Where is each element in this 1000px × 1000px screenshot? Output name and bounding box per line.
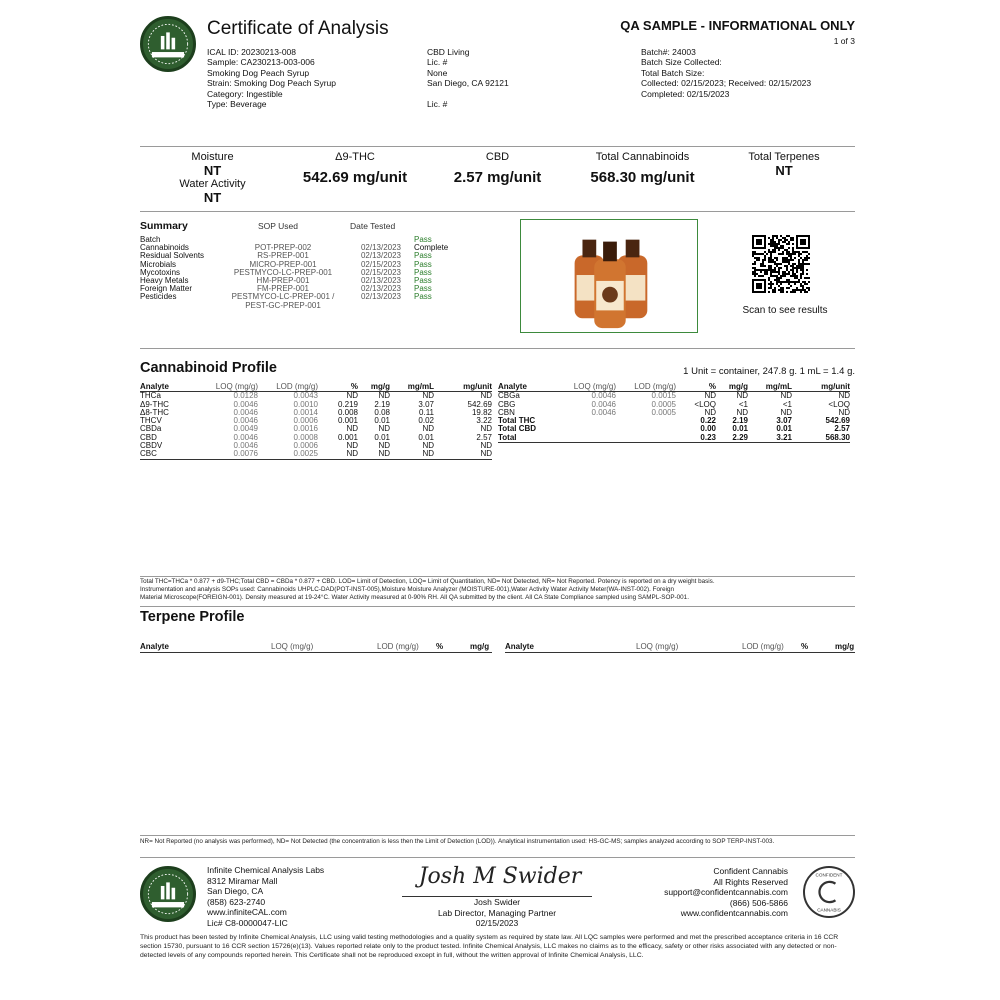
lod-cell: 0.0025 bbox=[293, 449, 318, 459]
col-lod: LOD (mg/g) bbox=[616, 383, 676, 392]
lab-contact bbox=[207, 865, 324, 929]
batch-info-line: Total Batch Size: bbox=[641, 67, 705, 78]
qa-sample-label: QA SAMPLE - INFORMATIONAL ONLY bbox=[620, 18, 855, 33]
mg-unit-cell: ND bbox=[480, 391, 492, 401]
cannabinoid-table-right bbox=[498, 383, 850, 443]
analyte-cell: CBC bbox=[140, 449, 157, 459]
signatory-date: 02/15/2023 bbox=[475, 918, 519, 929]
summary-row bbox=[140, 302, 474, 310]
col-mg-g: mg/g bbox=[716, 383, 748, 392]
col-mg-unit: mg/unit bbox=[434, 383, 492, 392]
mg-g-cell: ND bbox=[378, 391, 390, 401]
mg-ml-cell: <1 bbox=[782, 399, 792, 409]
percent-cell: ND bbox=[346, 449, 358, 459]
mg-g-cell: 2.29 bbox=[732, 432, 748, 442]
product-photo bbox=[520, 219, 698, 333]
note-line: Material Microscope(FOREIGN-001). Density measured at 19-24°C. Water Activity measured at 0-90% RH. All QA submitted by the client. All CA State Compliance sampled using SAMPL-SOP-001. bbox=[140, 594, 689, 602]
client-info bbox=[427, 47, 509, 109]
terpene-header-right bbox=[505, 642, 857, 652]
percent-cell: 0.23 bbox=[700, 432, 716, 442]
percent-cell: 0.00 bbox=[700, 424, 716, 434]
percent-cell: 0.219 bbox=[337, 399, 358, 409]
lab-line: www.infiniteCAL.com bbox=[207, 907, 287, 918]
table-row bbox=[498, 425, 850, 433]
signatory-name: Josh Swider bbox=[473, 897, 521, 907]
mg-ml-cell: 0.01 bbox=[776, 424, 792, 434]
col-loq: LOQ (mg/g) bbox=[556, 383, 616, 392]
lab-line: Lic# C8-0000047-LIC bbox=[207, 917, 288, 928]
percent-cell: 0.001 bbox=[337, 416, 358, 426]
disclaimer: This product has been tested by Infinite Chemical Analysis, LLC using valid testing methodologies and a quality system as required by state law. All LQC samples were performed and met the prescribed acceptance criteria in 16 CCR section 15730, pursuant to 16 CCR section 15726(e)(13). Values reported relate only to the product tested. Infinite Chemical Analysis, LLC makes no claims as to the efficacy, safety or other risks associated with any detected or non-detected levels of any compounds reported herein. This Certificate shall not be reproduced except in full, without the written approval of Infinite Chemical Analysis, LLC. bbox=[140, 934, 839, 959]
summary-result: Complete bbox=[414, 243, 449, 253]
mg-ml-cell: 0.01 bbox=[418, 432, 434, 442]
percent-cell: ND bbox=[346, 441, 358, 451]
mg-unit-cell: 542.69 bbox=[467, 399, 492, 409]
mg-unit-cell: ND bbox=[838, 391, 850, 401]
summary-sop: PEST-GC-PREP-001 bbox=[245, 300, 321, 310]
confident-cannabis-logo bbox=[803, 866, 855, 918]
summary-test: Residual Solvents bbox=[140, 251, 205, 261]
mg-unit-cell: 19.82 bbox=[471, 407, 492, 417]
mg-unit-cell: 3.22 bbox=[476, 416, 492, 426]
summary-result: Pass bbox=[414, 284, 432, 294]
lod-cell bbox=[616, 425, 676, 433]
thc-value: 542.69 mg/unit bbox=[302, 169, 408, 186]
batch-info-line: Batch Size Collected: bbox=[641, 57, 722, 68]
summary-result: Pass bbox=[414, 259, 432, 269]
col-mg-g: mg/g bbox=[470, 642, 490, 651]
lod-cell: 0.0014 bbox=[293, 407, 318, 417]
client-info-line: None bbox=[427, 67, 448, 78]
mg-ml-cell: 0.02 bbox=[418, 416, 434, 426]
col-percent: % bbox=[801, 642, 809, 651]
mg-unit-cell: 542.69 bbox=[825, 416, 850, 426]
mg-g-cell: <1 bbox=[738, 399, 748, 409]
summary-test: Heavy Metals bbox=[140, 276, 189, 286]
summary-sop: FM-PREP-001 bbox=[256, 284, 309, 294]
signatory-role: Lab Director, Managing Partner bbox=[437, 907, 557, 918]
col-percent: % bbox=[436, 642, 444, 651]
lod-cell bbox=[616, 417, 676, 425]
lod-cell: 0.0016 bbox=[293, 424, 318, 434]
client-info-line: Lic. # bbox=[427, 57, 448, 68]
product-bottles-image bbox=[521, 220, 697, 332]
col-analyte: Analyte bbox=[140, 383, 198, 392]
mg-g-cell: 0.08 bbox=[374, 407, 390, 417]
summary-date: 02/15/2023 bbox=[360, 259, 402, 269]
batch-info-line: Completed: 02/15/2023 bbox=[641, 88, 730, 99]
terpene-header-left bbox=[140, 642, 492, 652]
moisture-value: NT bbox=[203, 163, 222, 178]
analyte-cell: THCa bbox=[140, 391, 161, 401]
lod-cell: 0.0015 bbox=[651, 391, 676, 401]
summary-date: 02/13/2023 bbox=[360, 251, 402, 261]
document-title: Certificate of Analysis bbox=[207, 18, 389, 39]
divider bbox=[140, 652, 492, 653]
mg-g-cell: 0.01 bbox=[732, 424, 748, 434]
summary-date: 02/13/2023 bbox=[360, 284, 402, 294]
summary-date: 02/13/2023 bbox=[360, 276, 402, 286]
cbd-value: 2.57 mg/unit bbox=[453, 169, 542, 186]
water-activity-label: Water Activity bbox=[179, 178, 246, 190]
col-mg-ml: mg/mL bbox=[748, 383, 792, 392]
percent-cell: ND bbox=[346, 424, 358, 434]
table-row bbox=[498, 417, 850, 425]
col-mg-unit: mg/unit bbox=[792, 383, 850, 392]
note-line: Total THC=THCa * 0.877 + d9-THC;Total CBD = CBDa * 0.877 + CBD. LOD= Limit of Detection, LOQ= Limit of Quantitation, ND= Not Detected, NR= Not Reported. Potency is reported on a dry weight basis. bbox=[140, 578, 715, 585]
loq-cell: 0.0076 bbox=[233, 449, 258, 459]
col-percent: % bbox=[318, 383, 358, 392]
client-info-line: San Diego, CA 92121 bbox=[427, 78, 509, 89]
summary-test: Foreign Matter bbox=[140, 284, 193, 294]
summary-date bbox=[348, 302, 414, 310]
handwritten-signature: Josh M Swider bbox=[418, 864, 582, 889]
loq-cell: 0.0046 bbox=[233, 416, 258, 426]
summary-date-header: Date Tested bbox=[350, 221, 396, 231]
col-mg-g: mg/g bbox=[358, 383, 390, 392]
lab-line: 8312 Miramar Mall bbox=[207, 875, 278, 886]
cc-line: All Rights Reserved bbox=[713, 876, 788, 887]
summary-result: Pass bbox=[414, 251, 432, 261]
lod-cell: 0.0005 bbox=[651, 399, 676, 409]
percent-cell: ND bbox=[704, 407, 716, 417]
cc-contact bbox=[664, 866, 788, 919]
col-loq: LOQ (mg/g) bbox=[198, 383, 258, 392]
summary-test bbox=[140, 302, 218, 310]
loq-cell: 0.0046 bbox=[591, 407, 616, 417]
mg-unit-cell: ND bbox=[838, 407, 850, 417]
cannabinoid-left-body bbox=[140, 392, 492, 459]
sample-info-line: Type: Beverage bbox=[207, 99, 267, 110]
mg-unit-cell: 568.30 bbox=[825, 432, 850, 442]
qr-code[interactable] bbox=[752, 235, 810, 293]
loq-cell: 0.0046 bbox=[233, 432, 258, 442]
col-mg-ml: mg/mL bbox=[390, 383, 434, 392]
cc-line: (866) 506-5866 bbox=[729, 897, 788, 908]
summary-result bbox=[414, 302, 474, 310]
mg-g-cell: 0.01 bbox=[374, 432, 390, 442]
divider bbox=[140, 606, 855, 607]
mg-unit-cell: ND bbox=[480, 441, 492, 451]
summary-title: Summary bbox=[140, 220, 188, 232]
lod-cell: 0.0043 bbox=[293, 391, 318, 401]
summary-test: Microbials bbox=[140, 259, 177, 269]
mg-ml-cell: ND bbox=[422, 391, 434, 401]
signatory bbox=[402, 897, 592, 929]
summary-sop: POT-PREP-002 bbox=[254, 243, 312, 253]
water-activity-value: NT bbox=[203, 190, 222, 205]
table-row bbox=[498, 409, 850, 417]
cc-badge-top: CONFIDENT bbox=[815, 872, 843, 878]
summary-result: Pass bbox=[414, 276, 432, 286]
summary-sop: PESTMYCO-LC-PREP-001 bbox=[233, 267, 333, 277]
thc-metric bbox=[285, 151, 425, 186]
loq-cell: 0.0046 bbox=[591, 391, 616, 401]
loq-cell: 0.0049 bbox=[233, 424, 258, 434]
summary-date: 02/15/2023 bbox=[360, 267, 402, 277]
lod-cell: 0.0008 bbox=[293, 432, 318, 442]
percent-cell: 0.001 bbox=[337, 432, 358, 442]
mg-g-cell: ND bbox=[378, 424, 390, 434]
analyte-cell: THCV bbox=[140, 416, 162, 426]
sample-info-line: ICAL ID: 20230213-008 bbox=[207, 47, 296, 57]
summary-sop: PESTMYCO-LC-PREP-001 / bbox=[231, 292, 335, 302]
summary-test: Cannabinoids bbox=[140, 243, 189, 253]
batch-info bbox=[641, 47, 811, 99]
mg-g-cell: 2.19 bbox=[732, 416, 748, 426]
divider bbox=[505, 652, 855, 653]
divider bbox=[140, 146, 855, 147]
cc-line: www.confidentcannabis.com bbox=[680, 908, 788, 919]
client-info-line bbox=[427, 89, 509, 99]
lab-logo-footer bbox=[140, 866, 196, 922]
percent-cell: ND bbox=[346, 391, 358, 401]
batch-info-line: Batch#: 24003 bbox=[641, 47, 696, 57]
mg-ml-cell: ND bbox=[422, 449, 434, 459]
mg-unit-cell: ND bbox=[480, 424, 492, 434]
percent-cell: ND bbox=[704, 391, 716, 401]
summary-test: Mycotoxins bbox=[140, 267, 181, 277]
cannabinoid-right-body bbox=[498, 392, 850, 443]
analyte-cell: CBGa bbox=[498, 391, 520, 401]
mg-unit-cell: 2.57 bbox=[834, 424, 850, 434]
page-number: 1 of 3 bbox=[833, 36, 855, 46]
loq-cell bbox=[556, 425, 616, 433]
moisture-label: Moisture bbox=[191, 151, 234, 163]
cannabinoid-profile-title: Cannabinoid Profile bbox=[140, 360, 277, 376]
lod-cell bbox=[616, 434, 676, 443]
analyte-cell: Δ9-THC bbox=[140, 399, 169, 409]
total-cannabinoids-label: Total Cannabinoids bbox=[595, 151, 690, 163]
divider bbox=[140, 211, 855, 212]
lod-cell: 0.0006 bbox=[293, 441, 318, 451]
mg-ml-cell: 3.07 bbox=[776, 416, 792, 426]
summary-sop: HM-PREP-001 bbox=[256, 276, 310, 286]
col-lod: LOD (mg/g) bbox=[258, 383, 318, 392]
loq-cell: 0.0046 bbox=[591, 399, 616, 409]
mg-g-cell: ND bbox=[736, 391, 748, 401]
total-terpenes-metric bbox=[725, 151, 843, 178]
lab-line: (858) 623-2740 bbox=[207, 896, 266, 907]
lod-cell: 0.0005 bbox=[651, 407, 676, 417]
summary-result: Pass bbox=[414, 235, 432, 244]
mg-g-cell: 0.01 bbox=[374, 416, 390, 426]
summary-test: Pesticides bbox=[140, 292, 177, 302]
sample-info-line: Smoking Dog Peach Syrup bbox=[207, 67, 310, 78]
analyte-cell: Total THC bbox=[498, 416, 536, 426]
divider bbox=[140, 857, 855, 858]
percent-cell: 0.008 bbox=[337, 407, 358, 417]
mg-ml-cell: ND bbox=[780, 407, 792, 417]
mg-unit-cell: ND bbox=[480, 449, 492, 459]
note-line: Instrumentation and analysis SOPs used: Cannabinoids UHPLC-DAD(POT-INST-005),Moisture Moisture Analyzer (MOISTURE-001),Water Activity Water Activity Meter(WA-INST-002). Foreign bbox=[140, 586, 675, 594]
cbd-metric bbox=[430, 151, 565, 186]
col-mg-g: mg/g bbox=[835, 642, 855, 651]
mg-g-cell: 2.19 bbox=[374, 399, 390, 409]
client-info-line: Lic. # bbox=[427, 99, 448, 110]
thc-label: Δ9-THC bbox=[335, 151, 375, 163]
total-terpenes-label: Total Terpenes bbox=[748, 151, 820, 163]
summary-date: 02/13/2023 bbox=[360, 243, 402, 253]
sample-info bbox=[207, 47, 336, 109]
mg-unit-cell: 2.57 bbox=[476, 432, 492, 442]
analyte-cell: CBD bbox=[140, 432, 157, 442]
lod-cell: 0.0010 bbox=[293, 399, 318, 409]
mg-unit-cell: <LOQ bbox=[828, 399, 850, 409]
loq-cell bbox=[556, 434, 616, 443]
cc-badge-bottom: CANNABIS bbox=[817, 907, 841, 913]
sample-info-line: Strain: Smoking Dog Peach Syrup bbox=[207, 78, 336, 89]
analyte-cell: CBG bbox=[498, 399, 516, 409]
mg-g-cell: ND bbox=[736, 407, 748, 417]
summary-sop-header: SOP Used bbox=[258, 221, 299, 231]
table-row bbox=[140, 450, 492, 459]
percent-cell: 0.22 bbox=[700, 416, 716, 426]
summary-result: Pass bbox=[414, 292, 432, 302]
col-percent: % bbox=[676, 383, 716, 392]
mg-g-cell: ND bbox=[378, 441, 390, 451]
lab-line: Infinite Chemical Analysis Labs bbox=[207, 865, 325, 875]
loq-cell: 0.0046 bbox=[233, 407, 258, 417]
lab-line: San Diego, CA bbox=[207, 886, 264, 897]
divider bbox=[140, 348, 855, 349]
mg-ml-cell: ND bbox=[780, 391, 792, 401]
col-analyte: Analyte bbox=[140, 642, 169, 651]
divider bbox=[140, 576, 855, 577]
analyte-cell: CBN bbox=[498, 407, 515, 417]
loq-cell bbox=[556, 417, 616, 425]
sample-info-line: Category: Ingestible bbox=[207, 88, 283, 99]
lab-logo bbox=[140, 16, 196, 72]
terpene-profile-title: Terpene Profile bbox=[140, 609, 245, 625]
unit-note: 1 Unit = container, 247.8 g. 1 mL = 1.4 g. bbox=[683, 366, 855, 377]
terpene-note: NR= Not Reported (no analysis was performed), ND= Not Detected (the concentration is less then the Limit of Detection (LOD)). Analytical instrumentation used: HS-GC-MS; samples analyzed according to SOP TERP-INST-003. bbox=[140, 838, 775, 845]
summary-result: Pass bbox=[414, 267, 432, 277]
sample-info-line: Sample: CA230213-003-006 bbox=[207, 57, 315, 68]
col-loq: LOQ (mg/g) bbox=[271, 642, 314, 651]
summary-test: Batch bbox=[140, 235, 161, 244]
analyte-cell: Δ8-THC bbox=[140, 407, 169, 417]
cannabinoid-notes bbox=[140, 578, 855, 603]
mg-ml-cell: 3.07 bbox=[418, 399, 434, 409]
col-analyte: Analyte bbox=[505, 642, 534, 651]
qr-code-icon bbox=[752, 235, 810, 293]
col-lod: LOD (mg/g) bbox=[742, 642, 784, 651]
cc-line: support@confidentcannabis.com bbox=[664, 887, 788, 898]
analyte-cell: Total bbox=[498, 432, 517, 442]
analyte-cell: Total CBD bbox=[498, 424, 537, 434]
divider bbox=[140, 835, 855, 836]
percent-cell: <LOQ bbox=[694, 399, 716, 409]
qr-caption: Scan to see results bbox=[742, 305, 828, 316]
lod-cell: 0.0006 bbox=[293, 416, 318, 426]
cbd-label: CBD bbox=[485, 151, 510, 163]
total-terpenes-value: NT bbox=[775, 163, 793, 178]
batch-info-line: Collected: 02/15/2023; Received: 02/15/2023 bbox=[641, 78, 812, 89]
summary-sop: RS-PREP-001 bbox=[257, 251, 309, 261]
cannabinoid-table-left bbox=[140, 383, 492, 460]
mg-ml-cell: ND bbox=[422, 441, 434, 451]
mg-ml-cell: 0.11 bbox=[419, 407, 434, 417]
total-cannabinoids-value: 568.30 mg/unit bbox=[590, 169, 695, 186]
loq-cell: 0.0128 bbox=[233, 391, 258, 401]
mg-ml-cell: ND bbox=[422, 424, 434, 434]
cc-line: Confident Cannabis bbox=[713, 866, 788, 876]
col-loq: LOQ (mg/g) bbox=[636, 642, 679, 651]
mg-g-cell: ND bbox=[378, 449, 390, 459]
analyte-cell: CBDa bbox=[140, 424, 162, 434]
moisture-metric bbox=[160, 151, 265, 205]
col-analyte: Analyte bbox=[498, 383, 556, 392]
mg-ml-cell: 3.21 bbox=[776, 432, 792, 442]
summary-date: 02/13/2023 bbox=[360, 292, 402, 302]
col-lod: LOD (mg/g) bbox=[377, 642, 419, 651]
client-info-line: CBD Living bbox=[427, 47, 470, 57]
summary-sop: MICRO-PREP-001 bbox=[249, 259, 317, 269]
summary-table bbox=[140, 236, 474, 310]
loq-cell: 0.0046 bbox=[233, 441, 258, 451]
total-cannabinoids-metric bbox=[570, 151, 715, 186]
table-row bbox=[498, 434, 850, 443]
loq-cell: 0.0046 bbox=[233, 399, 258, 409]
analyte-cell: CBDV bbox=[140, 441, 163, 451]
